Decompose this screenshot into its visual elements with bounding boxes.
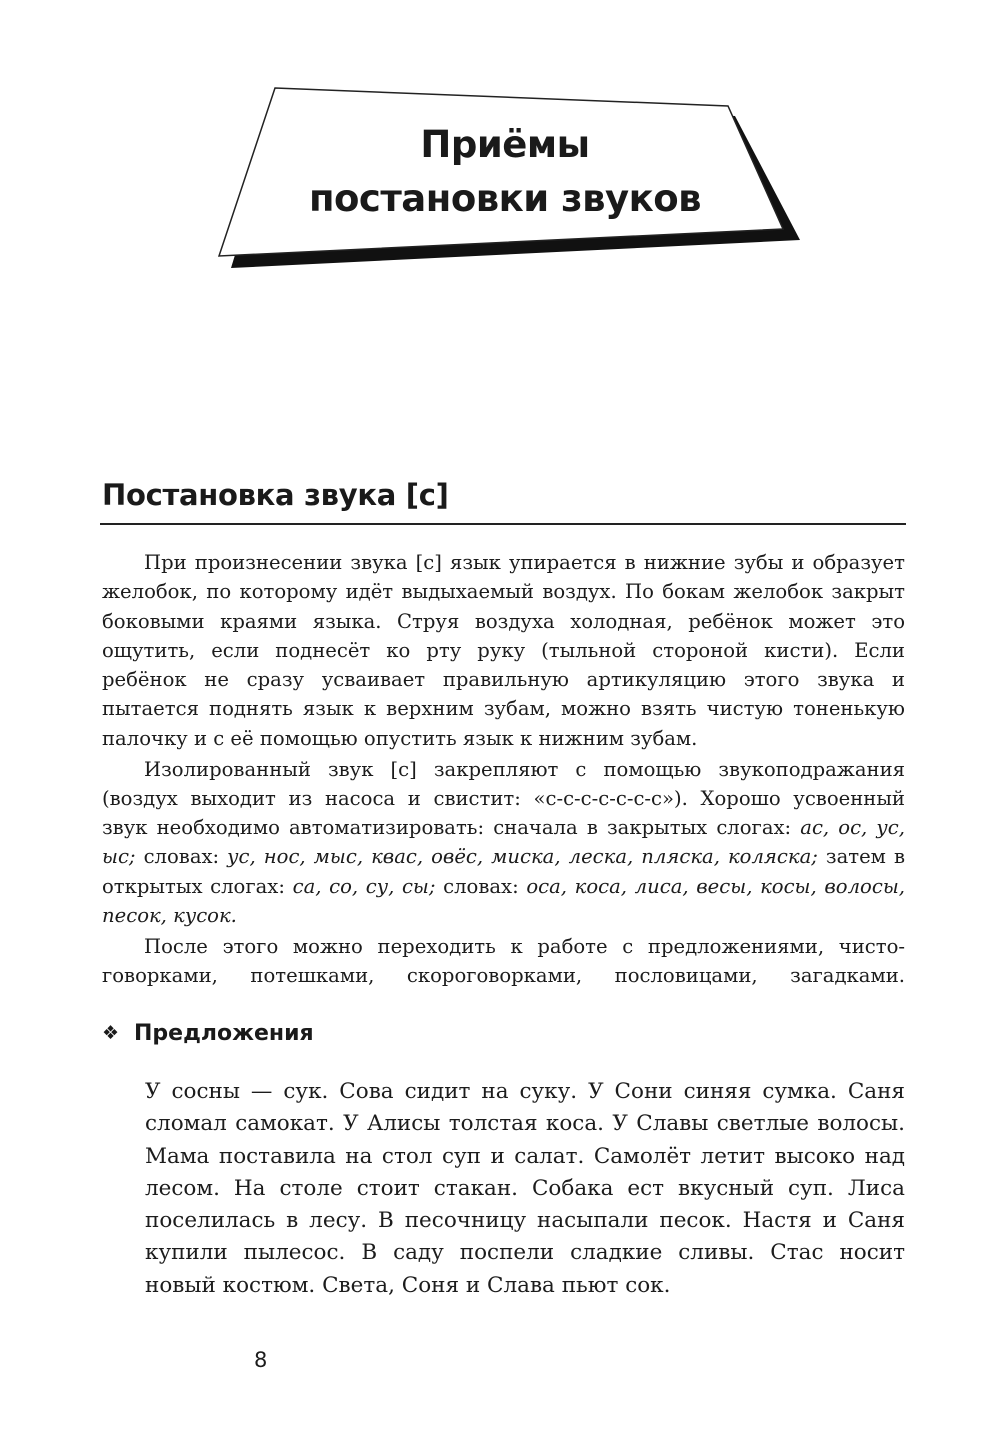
text-run: Изолированный звук [с] закрепляют с помощью звукоподражания (воздух выходит из насоса и свистит: «с-с-с-с-с-с-с»). Хорошо усвоенный звук необходимо автоматизировать: сначала в закрытых слогах: xyxy=(102,757,905,840)
subsection-heading xyxy=(102,1021,314,1046)
subsection-title: Предложения xyxy=(134,1021,314,1046)
banner-title-line1: Приёмы xyxy=(420,123,590,166)
example-open-syllables: са, со, су, сы; xyxy=(292,874,436,898)
text-run: затем в открытых слогах: xyxy=(102,845,905,898)
banner-title xyxy=(250,118,760,226)
page-number: 8 xyxy=(254,1348,268,1372)
example-words-open: оса, коса, лиса, весы, косы, волосы, песок, кусок. xyxy=(102,874,905,928)
banner-title-line2: постановки звуков xyxy=(308,177,702,220)
title-banner xyxy=(0,0,1000,300)
example-words-closed: ус, нос, мыс, квас, овёс, миска, леска, пляска, коляска; xyxy=(227,845,818,869)
section-heading: Постановка звука [с] xyxy=(102,478,449,512)
text-run: словах: xyxy=(135,845,228,869)
sentences-text: У сосны — сук. Сова сидит на суку. У Сони синяя сумка. Саня сломал самокат. У Алисы толстая коса. У Славы светлые волосы. Мама поставила на стол суп и салат. Самолёт летит высоко над лесом. На столе стоит стакан. Собака ест вкусный суп. Лиса поселилась в лесу. В песочницу насыпали песок. Настя и Саня купили пылесос. В саду поспели сладкие сливы. Стас носит новый костюм. Света, Соня и Слава пьют сок. xyxy=(145,1079,905,1298)
paragraph-articulation: При произнесении звука [с] язык упирается в нижние зубы и образует желобок, по которому идёт выдыхаемый воздух. По бокам желобок закрыт боковыми краями языка. Струя воздуха холодная, ребёнок может это ощутить, если поднесёт ко рту руку (тыльной стороной кисти). Если ребёнок не сразу усваивает правильную артикуляцию этого звука и пытается поднять язык к верхним зубам, можно взять чистую тоненькую палочку и с её помощью опустить язык к нижним зубам. xyxy=(102,551,905,750)
body-text xyxy=(102,548,905,992)
section-divider xyxy=(100,523,906,525)
diamond-bullet-icon: ❖ xyxy=(102,1022,120,1044)
paragraph-next-steps: После этого можно переходить к работе с предложениями, чистоговорками, потешками, скороговорками, пословицами, загадками. xyxy=(102,934,905,988)
text-run: словах: xyxy=(435,874,527,898)
example-closed-syllables: ас, ос, ус, ыс; xyxy=(102,816,905,869)
paragraph-automation xyxy=(102,755,905,931)
